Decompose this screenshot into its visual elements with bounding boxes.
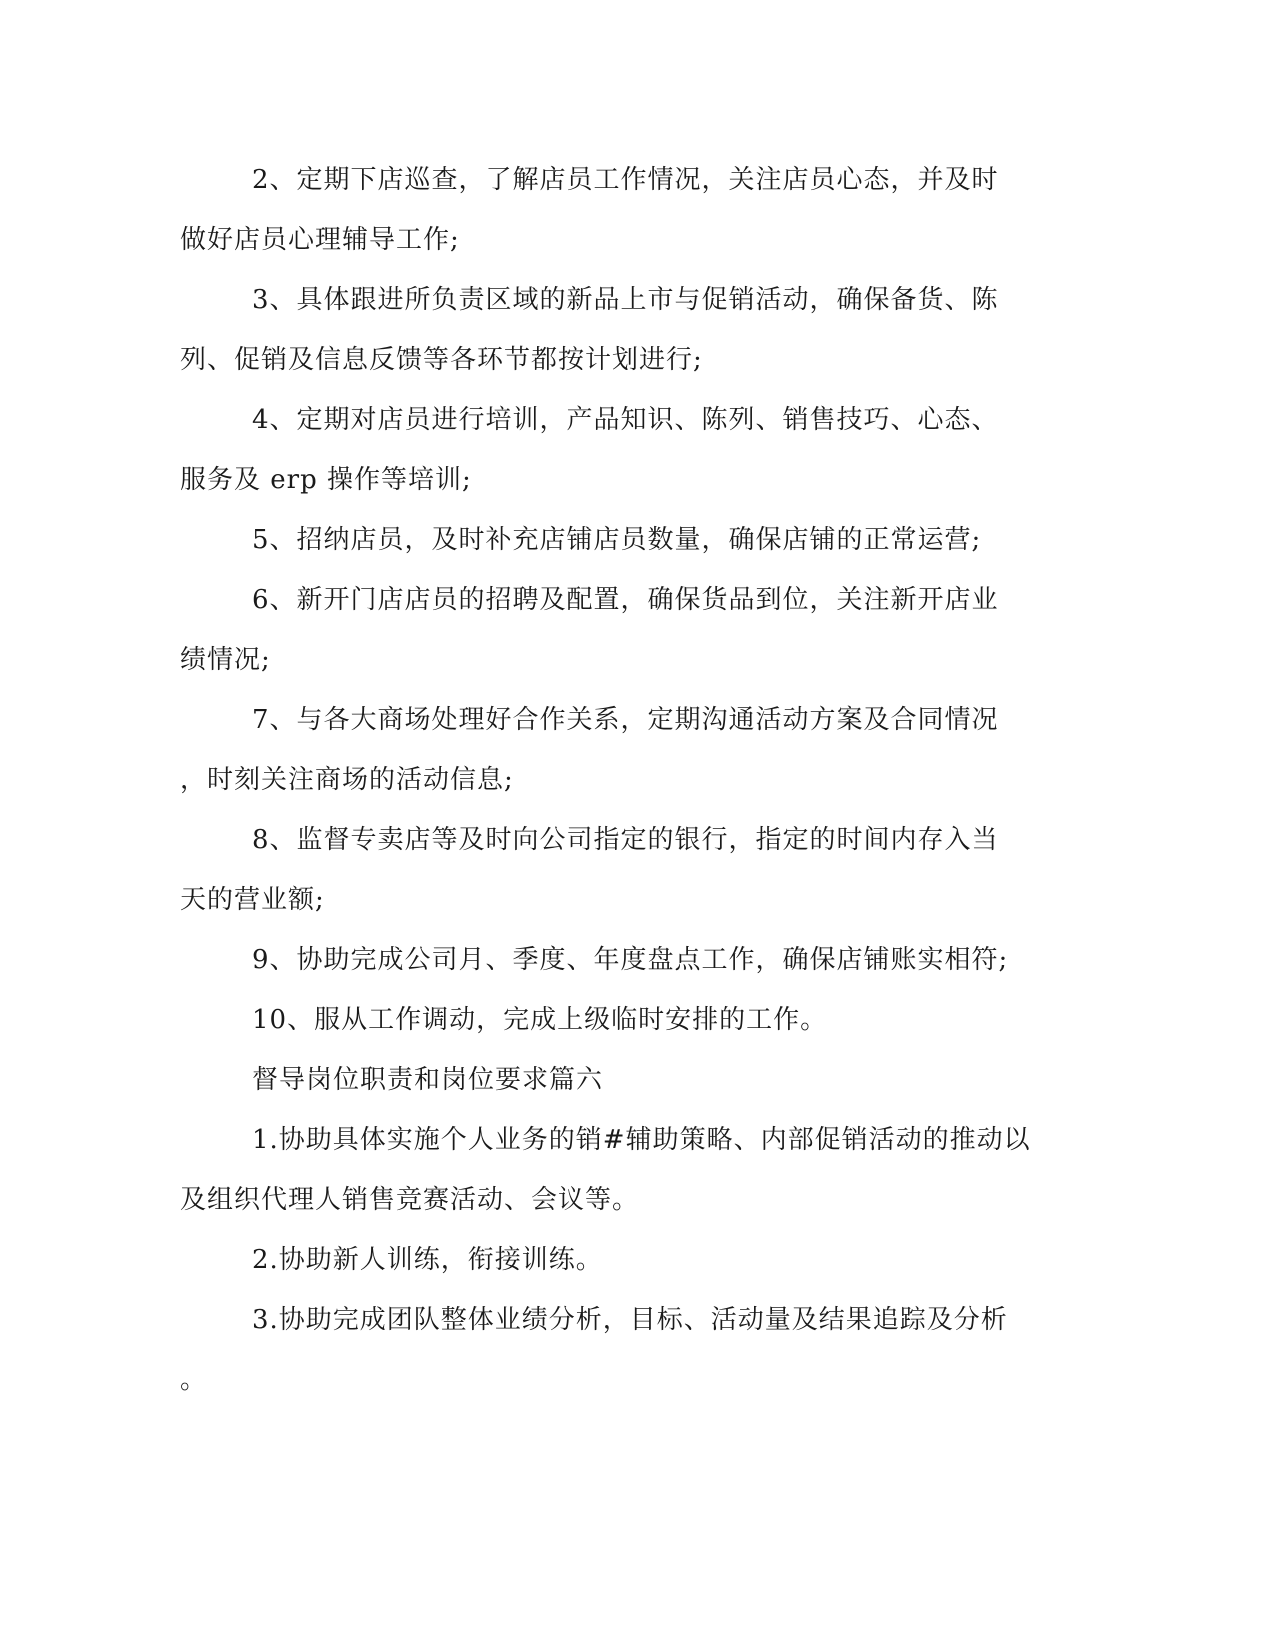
paragraph-line: 列、促销及信息反馈等各环节都按计划进行;	[180, 345, 703, 375]
paragraph-line: 6、新开门店店员的招聘及配置，确保货品到位，关注新开店业	[252, 585, 999, 615]
paragraph-line: 3、具体跟进所负责区域的新品上市与促销活动，确保备货、陈	[252, 285, 999, 315]
paragraph-line: 天的营业额;	[180, 885, 325, 915]
paragraph-line: 2.协助新人训练，衔接训练。	[252, 1245, 603, 1275]
section-heading: 督导岗位职责和岗位要求篇六	[252, 1065, 604, 1095]
paragraph-line: 服务及 erp 操作等培训;	[180, 465, 472, 495]
paragraph-line: 8、监督专卖店等及时向公司指定的银行，指定的时间内存入当	[252, 825, 999, 855]
paragraph-line: 绩情况;	[180, 645, 271, 675]
paragraph-line: 及组织代理人销售竞赛活动、会议等。	[180, 1185, 640, 1215]
paragraph-line: 1.协助具体实施个人业务的销#辅助策略、内部促销活动的推动以	[252, 1125, 1031, 1155]
paragraph-line: 10、服从工作调动，完成上级临时安排的工作。	[252, 1005, 828, 1035]
paragraph-line: 2、定期下店巡查，了解店员工作情况，关注店员心态，并及时	[252, 165, 999, 195]
paragraph-line: 3.协助完成团队整体业绩分析，目标、活动量及结果追踪及分析	[252, 1305, 1008, 1335]
paragraph-line: 。	[180, 1365, 208, 1395]
paragraph-line: 做好店员心理辅导工作;	[180, 225, 460, 255]
paragraph-line: ，时刻关注商场的活动信息;	[180, 765, 514, 795]
paragraph-line: 5、招纳店员，及时补充店铺店员数量，确保店铺的正常运营;	[252, 525, 982, 555]
paragraph-line: 9、协助完成公司月、季度、年度盘点工作，确保店铺账实相符;	[252, 945, 1009, 975]
document-body	[180, 150, 1040, 1410]
paragraph-line: 7、与各大商场处理好合作关系，定期沟通活动方案及合同情况	[252, 705, 999, 735]
paragraph-line: 4、定期对店员进行培训，产品知识、陈列、销售技巧、心态、	[252, 405, 999, 435]
